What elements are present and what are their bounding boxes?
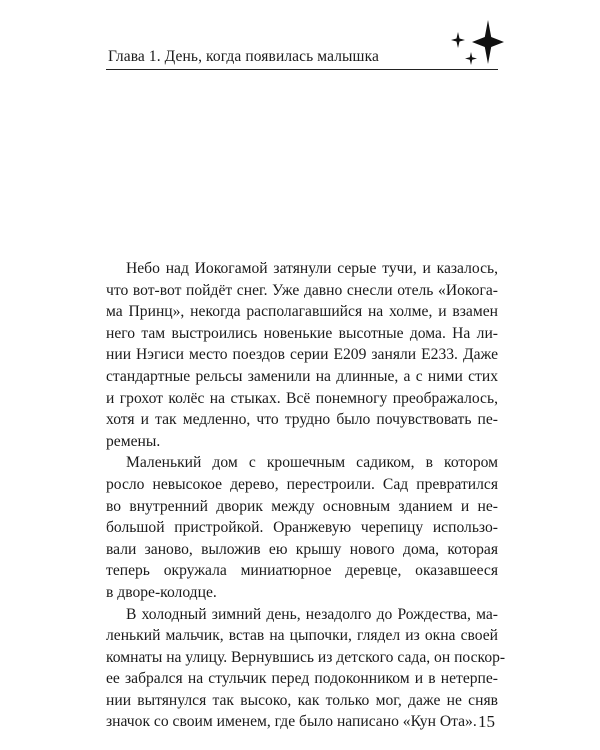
page-number: 15 (478, 712, 495, 731)
sparkle-stars-icon (448, 14, 508, 70)
text-line: нии вытянулся так высоко, как только мог, даже не сняв (106, 691, 498, 709)
small-star-bottom (465, 52, 477, 65)
paragraph (106, 604, 506, 734)
text-line: что вот-вот пойдёт снег. Уже давно снесли отель «Иокога- (106, 281, 498, 299)
text-line: и грохот колёс на стыках. Всё понемногу преображалось, (106, 389, 498, 407)
text-line: большой пристройкой. Оранжевую черепицу использо- (106, 519, 498, 537)
small-star-left (451, 32, 465, 48)
paragraph (106, 258, 498, 452)
text-line: в дворе-колодце. (106, 583, 217, 601)
text-line: ее забрался на стульчик перед подоконником и в нетерпе- (106, 670, 498, 688)
body-text (106, 258, 506, 733)
text-line: Небо над Иокогамой затянули серые тучи, и казалось, (126, 260, 498, 277)
text-line: ленький мальчик, встав на цыпочки, глядел из окна своей (106, 627, 498, 645)
text-line: во внутренний дворик между основным зданием и не- (106, 497, 498, 515)
text-line: нии Нэгиси место поездов серии E209 заняли E233. Даже (106, 346, 498, 364)
text-line: теперь окружала миниатюрное деревце, оказавшееся (106, 562, 498, 580)
text-line: ремены. (106, 432, 161, 450)
chapter-header-title: Глава 1. День, когда появилась малышка (108, 48, 379, 65)
text-line: стандартные рельсы заменили на длинные, а с ними стих (106, 367, 498, 385)
text-line: него там выстроились новенькие высотные дома. На ли- (106, 324, 498, 342)
text-line: В холодный зимний день, незадолго до Рождества, ма- (126, 605, 498, 623)
header-rule (106, 69, 498, 70)
text-line: значок со своим именем, где было написано «Кун Ота». (106, 713, 477, 731)
text-line: комнаты на улицу. Вернувшись из детского сада, он поскор- (106, 648, 506, 666)
text-line: Маленький дом с крошечным садиком, в котором (126, 454, 498, 472)
text-line: ма Принц», некогда располагавшийся на холме, и взамен (106, 303, 498, 321)
paragraph (106, 452, 498, 603)
text-line: росло невысокое дерево, перестроили. Сад превратился (106, 475, 498, 493)
big-star (472, 20, 504, 64)
text-line: хотя и так медленно, что трудно было почувствовать пе- (106, 411, 498, 429)
text-line: вали заново, выложив ею крышу нового дома, которая (106, 540, 498, 558)
